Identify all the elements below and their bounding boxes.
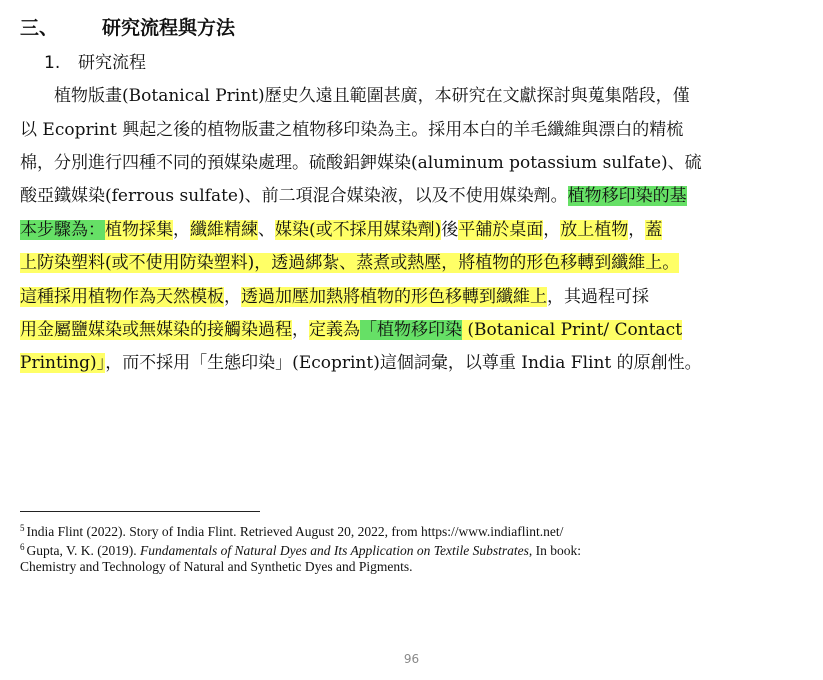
highlight-green: 本步驟為：: [20, 220, 105, 240]
highlight-yellow: 透過加壓加熱將植物的形色移轉到纖維上: [241, 287, 547, 307]
footnote-mark: 5: [20, 523, 25, 533]
text-run: 而不採用「生態印染」(Ecoprint)這個詞彙，以尊重 India Flint 的原創性。: [122, 353, 702, 373]
text-run: ，: [224, 287, 241, 307]
footnote-6-line-2: [20, 557, 413, 576]
paragraph-line-3: [20, 149, 702, 177]
paragraph-line-9: [20, 349, 702, 377]
highlight-yellow: 纖維精練: [190, 220, 258, 240]
footnote-italic-title: Fundamentals of Natural Dyes and Its Application on Textile Substrates: [140, 543, 529, 558]
text-run: ，: [105, 353, 123, 373]
text-run: 以 Ecoprint 興起之後的植物版畫之植物移印染為主。採用本白的羊毛纖維與漂白的精梳: [20, 120, 684, 140]
highlight-yellow: 這種採用植物作為天然模板: [20, 287, 224, 307]
paragraph-line-5: [20, 216, 662, 244]
paragraph-line-2: [20, 116, 683, 144]
footnote-text: Chemistry and Technology of Natural and Synthetic Dyes and Pigments.: [20, 559, 413, 574]
paragraph-line-7: [20, 283, 649, 311]
section-number: 三、: [20, 17, 59, 39]
section-heading: [20, 14, 235, 42]
highlight-yellow: 蓋: [645, 220, 663, 240]
footnote-separator: [20, 511, 260, 512]
highlight-yellow: Printing)」: [20, 353, 106, 373]
footnote-mark: 6: [20, 542, 25, 552]
subsection-number: 1.: [44, 53, 61, 73]
footnote-text: India Flint (2022). Story of India Flint. Retrieved August 20, 2022, from https://www.indiaflint.net/: [26, 524, 564, 539]
highlight-green: 植物移印染的基: [567, 186, 687, 206]
paragraph-line-4: [20, 182, 687, 210]
text-run: 、: [258, 220, 275, 240]
text-run: ，: [292, 320, 309, 340]
page-number: 96: [403, 652, 420, 666]
subsection-title: 研究流程: [78, 53, 146, 73]
section-title: 研究流程與方法: [102, 17, 236, 39]
text-run: ，: [173, 220, 190, 240]
highlight-yellow: 植物採集: [105, 220, 173, 240]
highlight-yellow: 放上植物: [560, 220, 629, 240]
highlight-green: 「植物移印染: [360, 320, 462, 340]
text-run: 酸亞鐵媒染(ferrous sulfate)、前二項混合媒染液，以及不使用媒染劑。: [20, 186, 568, 206]
highlight-yellow: 媒染(或不採用媒染劑): [275, 220, 442, 240]
paragraph-line-8: [20, 316, 682, 344]
footnote-text: , In book:: [528, 543, 581, 558]
text-run: 植物版畫(Botanical Print)歷史久遠且範圍甚廣，本研究在文獻探討與蒐集階段，僅: [20, 86, 690, 106]
footnote-text: Gupta, V. K. (2019).: [26, 543, 140, 558]
highlight-yellow: 用金屬鹽媒染或無媒染的接觸染過程: [20, 320, 292, 340]
paragraph-line-1: [20, 82, 690, 110]
text-run: ，: [628, 220, 646, 240]
highlight-yellow: 平舖於桌面: [458, 220, 544, 240]
text-run: ，其過程可採: [547, 287, 649, 307]
paragraph-line-6: [20, 249, 679, 277]
text-run: 後: [441, 220, 459, 240]
highlight-yellow: (Botanical Print/ Contact: [462, 320, 683, 340]
subsection-heading: [44, 50, 146, 76]
text-run: 棉，分別進行四種不同的預媒染處理。硫酸鋁鉀媒染(aluminum potassium sulfate)、硫: [20, 153, 702, 173]
text-run: ，: [543, 220, 561, 240]
highlight-yellow: 定義為: [309, 320, 360, 340]
highlight-yellow: 上防染塑料(或不使用防染塑料)，透過綁紮、蒸煮或熱壓，將植物的形色移轉到纖維上。: [20, 253, 680, 273]
